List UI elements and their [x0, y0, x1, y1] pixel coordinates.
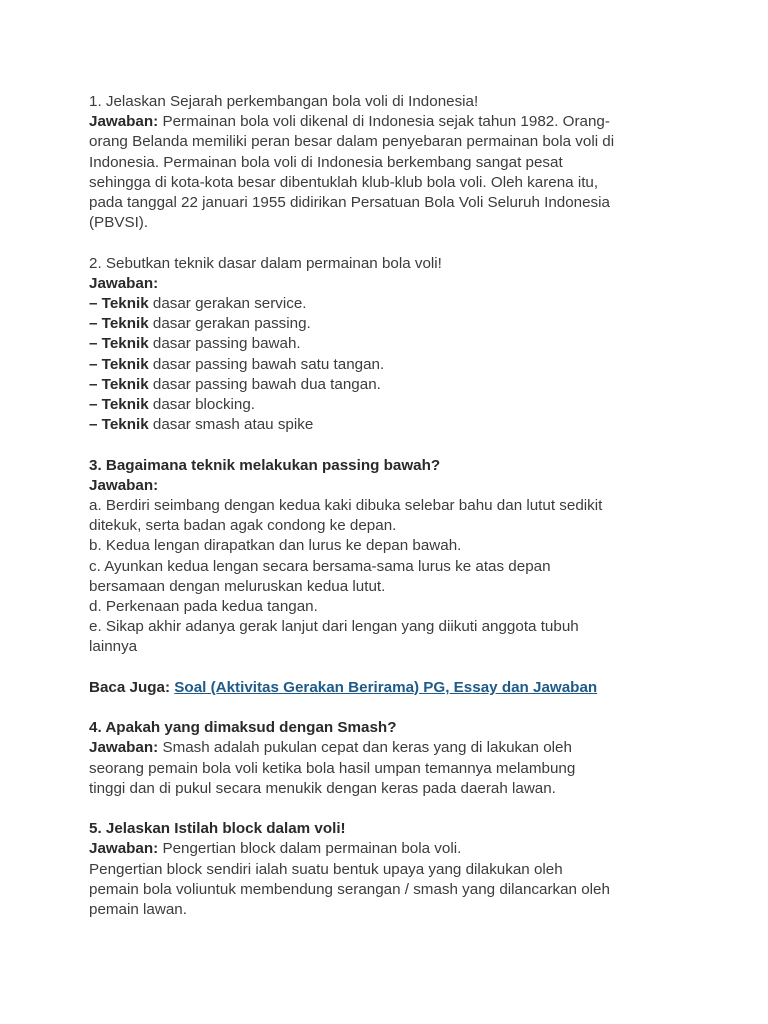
- qa-section-1: [89, 92, 689, 233]
- answer-4-line: Jawaban: Smash adalah pukulan cepat dan keras yang di lakukan oleh: [89, 739, 572, 757]
- answer-3-line: bersamaan dengan meluruskan kedua lutut.: [89, 577, 386, 595]
- answer-label: Jawaban:: [89, 476, 159, 494]
- list-item: – Teknik dasar smash atau spike: [89, 416, 314, 434]
- question-5: 5. Jelaskan Istilah block dalam voli!: [89, 820, 346, 838]
- qa-section-3: [89, 456, 689, 658]
- answer-5-line: pemain bola voliuntuk membendung serangan / smash yang dilancarkan oleh: [89, 880, 610, 898]
- answer-1-line: orang Belanda memiliki peran besar dalam penyebaran permainan bola voli di: [89, 133, 615, 151]
- spacer: [89, 435, 689, 455]
- spacer: [89, 698, 689, 718]
- answer-3-line: ditekuk, serta badan agak condong ke depan.: [89, 517, 397, 535]
- read-also-label: Baca Juga:: [89, 678, 171, 696]
- read-also-link[interactable]: Soal (Aktivitas Gerakan Berirama) PG, Essay dan Jawaban: [174, 678, 598, 696]
- answer-1-line: Jawaban: Permainan bola voli dikenal di Indonesia sejak tahun 1982. Orang-: [89, 113, 610, 131]
- question-1: 1. Jelaskan Sejarah perkembangan bola voli di Indonesia!: [89, 93, 479, 110]
- answer-1-line: pada tanggal 22 januari 1955 didirikan Persatuan Bola Voli Seluruh Indonesia: [89, 194, 610, 212]
- qa-section-4: [89, 718, 689, 799]
- spacer: [89, 658, 689, 678]
- answer-5-line: Pengertian block sendiri ialah suatu bentuk upaya yang dilakukan oleh: [89, 860, 563, 878]
- list-item: – Teknik dasar passing bawah satu tangan.: [89, 355, 385, 373]
- answer-5-line: pemain lawan.: [89, 901, 187, 919]
- answer-1-line: (PBVSI).: [89, 214, 149, 232]
- spacer: [89, 799, 689, 819]
- question-2: 2. Sebutkan teknik dasar dalam permainan bola voli!: [89, 254, 442, 272]
- answer-label: Jawaban:: [89, 113, 159, 131]
- list-item: – Teknik dasar gerakan passing.: [89, 315, 311, 333]
- qa-section-2: [89, 254, 689, 436]
- list-item: – Teknik dasar passing bawah dua tangan.: [89, 375, 381, 393]
- answer-3-line: c. Ayunkan kedua lengan secara bersama-sama lurus ke atas depan: [89, 557, 551, 575]
- read-also: [89, 678, 689, 698]
- answer-3-line: lainnya: [89, 638, 138, 656]
- question-3: 3. Bagaimana teknik melakukan passing bawah?: [89, 456, 441, 474]
- question-4: 4. Apakah yang dimaksud dengan Smash?: [89, 719, 397, 737]
- answer-1-line: sehingga di kota-kota besar dibentuklah klub-klub bola voli. Oleh karena itu,: [89, 173, 599, 191]
- qa-section-5: [89, 819, 689, 920]
- answer-label: Jawaban:: [89, 274, 159, 292]
- answer-3-line: a. Berdiri seimbang dengan kedua kaki dibuka selebar bahu dan lutut sedikit: [89, 497, 603, 515]
- answer-5-line: Jawaban: Pengertian block dalam permainan bola voli.: [89, 840, 462, 858]
- list-item: – Teknik dasar passing bawah.: [89, 335, 301, 353]
- answer-1-line: Indonesia. Permainan bola voli di Indonesia berkembang sangat pesat: [89, 153, 563, 171]
- list-item: – Teknik dasar gerakan service.: [89, 295, 307, 313]
- answer-3-line: b. Kedua lengan dirapatkan dan lurus ke depan bawah.: [89, 537, 462, 555]
- list-item: – Teknik dasar blocking.: [89, 396, 256, 414]
- answer-3-line: d. Perkenaan pada kedua tangan.: [89, 598, 318, 616]
- answer-4-line: tinggi dan di pukul secara menukik dengan keras pada daerah lawan.: [89, 779, 556, 797]
- answer-3-line: e. Sikap akhir adanya gerak lanjut dari lengan yang diikuti anggota tubuh: [89, 618, 579, 636]
- document-page: [89, 92, 689, 920]
- spacer: [89, 233, 689, 253]
- answer-4-line: seorang pemain bola voli ketika bola hasil umpan temannya melambung: [89, 759, 576, 777]
